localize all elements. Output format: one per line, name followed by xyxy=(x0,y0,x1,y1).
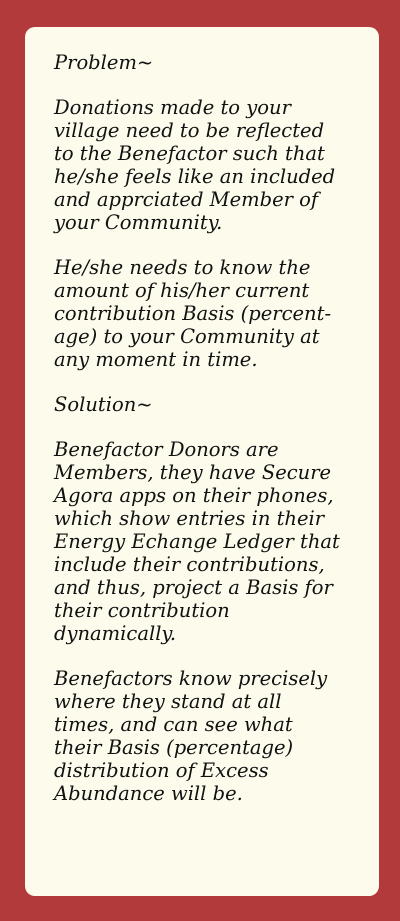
problem-paragraph-1: Donations made to your village need to be reflected to the Benefactor such that he/she feels like an included and apprciated Member of your Community. xyxy=(54,96,336,234)
solution-paragraph-2: Benefactors know precisely where they stand at all times, and can see what their Basis (percentage) distribution of Excess Abundance will be. xyxy=(54,667,328,805)
solution-heading: Solution~ xyxy=(54,393,153,416)
solution-paragraph-1: Benefactor Donors are Members, they have Secure Agora apps on their phones, which show entries in their Energy Echange Ledger that include their contributions, and thus, project a Basis for their contribution dynamically. xyxy=(54,438,340,645)
problem-heading: Problem~ xyxy=(54,51,154,74)
text-card xyxy=(25,27,379,896)
problem-paragraph-2: He/she needs to know the amount of his/her current contribution Basis (percent- age) to your Community at any moment in time. xyxy=(54,256,332,371)
